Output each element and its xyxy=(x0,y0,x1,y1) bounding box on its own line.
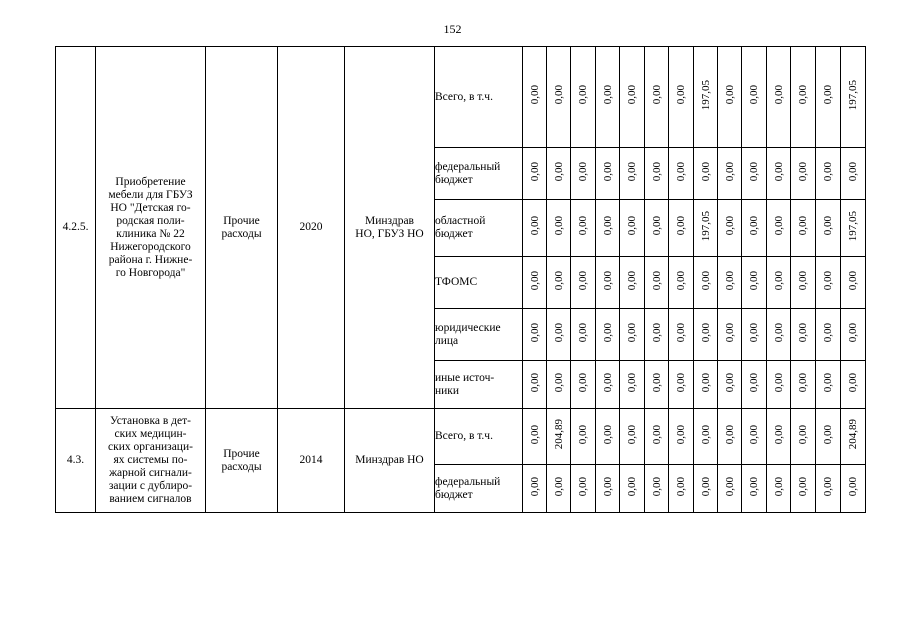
value-cell xyxy=(816,47,841,148)
value-cell xyxy=(718,465,742,513)
value-cell xyxy=(523,409,547,465)
value-text: 204,89 xyxy=(847,419,859,450)
funding-source-cell xyxy=(435,361,523,409)
value-cell xyxy=(816,200,841,257)
value-cell xyxy=(718,361,742,409)
value-text: 0,00 xyxy=(601,85,614,105)
value-cell xyxy=(742,361,767,409)
value-cell xyxy=(596,409,620,465)
value-cell xyxy=(645,409,669,465)
value-text: 0,00 xyxy=(577,424,589,445)
text-line: НО, ГБУЗ НО xyxy=(355,227,424,240)
value-cell xyxy=(694,47,718,148)
value-cell xyxy=(742,465,767,513)
text-line: юридические xyxy=(435,321,501,334)
value-cell xyxy=(816,409,841,465)
value-text: 0,00 xyxy=(748,270,760,291)
value-cell xyxy=(596,200,620,257)
value-text: 0,00 xyxy=(528,161,541,182)
value-cell xyxy=(816,257,841,309)
text-line: Приобретение xyxy=(115,175,186,188)
value-text: 0,00 xyxy=(601,476,614,497)
value-cell xyxy=(718,257,742,309)
value-cell xyxy=(547,200,571,257)
value-text: 0,00 xyxy=(577,322,589,343)
value-cell xyxy=(669,148,694,200)
value-cell xyxy=(669,257,694,309)
value-cell xyxy=(523,257,547,309)
value-text: 0,00 xyxy=(626,270,638,291)
text-line: ских организаци- xyxy=(108,441,193,453)
value-cell xyxy=(547,47,571,148)
value-text: 0,00 xyxy=(797,372,809,393)
value-cell xyxy=(816,465,841,513)
value-text: 0,00 xyxy=(772,270,785,291)
value-cell xyxy=(596,465,620,513)
value-cell xyxy=(645,257,669,309)
text-line: расходы xyxy=(221,227,262,240)
value-text: 0,00 xyxy=(822,216,834,236)
value-cell xyxy=(742,47,767,148)
value-text: 0,00 xyxy=(822,161,834,182)
value-text: 0,00 xyxy=(699,476,712,497)
value-cell xyxy=(571,257,596,309)
value-text: 0,00 xyxy=(723,322,736,343)
value-cell xyxy=(791,409,816,465)
value-cell xyxy=(791,148,816,200)
value-cell xyxy=(669,200,694,257)
text-line: расходы xyxy=(221,460,262,473)
funding-source-cell xyxy=(435,257,523,309)
value-text: 204,89 xyxy=(552,419,565,450)
value-text: 0,00 xyxy=(626,161,638,182)
value-cell xyxy=(791,465,816,513)
value-text: 0,00 xyxy=(552,270,565,291)
value-cell xyxy=(841,309,866,361)
value-cell xyxy=(816,309,841,361)
value-text: 0,00 xyxy=(675,270,687,291)
text-line: иные источ- xyxy=(435,371,495,384)
value-cell xyxy=(669,361,694,409)
value-cell xyxy=(694,309,718,361)
value-text: 0,00 xyxy=(552,372,565,393)
value-cell xyxy=(694,409,718,465)
value-cell xyxy=(694,148,718,200)
value-cell xyxy=(547,409,571,465)
value-cell xyxy=(841,200,866,257)
value-cell xyxy=(718,309,742,361)
value-cell xyxy=(767,148,791,200)
value-text: 0,00 xyxy=(552,161,565,182)
text-line: ванием сигналов xyxy=(109,493,192,505)
value-cell xyxy=(767,200,791,257)
text-line: ники xyxy=(435,384,460,397)
value-text: 0,00 xyxy=(577,476,589,497)
value-cell xyxy=(596,47,620,148)
value-text: 0,00 xyxy=(650,424,663,445)
value-text: 0,00 xyxy=(797,270,809,291)
value-text: 0,00 xyxy=(626,216,638,236)
value-cell xyxy=(841,148,866,200)
value-text: 0,00 xyxy=(528,424,541,445)
value-cell xyxy=(645,200,669,257)
value-text: 0,00 xyxy=(847,161,859,182)
funding-source-cell xyxy=(435,309,523,361)
value-text: 0,00 xyxy=(626,322,638,343)
item-name-cell xyxy=(96,47,206,409)
value-text: 0,00 xyxy=(601,424,614,445)
value-cell xyxy=(596,257,620,309)
value-text: 0,00 xyxy=(675,322,687,343)
value-text: 0,00 xyxy=(699,372,712,393)
value-text: 0,00 xyxy=(577,85,589,105)
value-cell xyxy=(571,200,596,257)
value-cell xyxy=(791,309,816,361)
value-text: 0,00 xyxy=(577,270,589,291)
value-text: 0,00 xyxy=(675,372,687,393)
value-text: 197,05 xyxy=(847,210,859,242)
value-cell xyxy=(645,148,669,200)
value-cell xyxy=(694,361,718,409)
value-text: 0,00 xyxy=(601,161,614,182)
value-text: 0,00 xyxy=(699,322,712,343)
text-line: Нижегородского xyxy=(110,240,191,253)
value-text: 0,00 xyxy=(772,216,785,236)
text-line: клиника № 22 xyxy=(116,227,185,240)
value-text: 197,05 xyxy=(847,79,859,111)
value-text: 0,00 xyxy=(626,424,638,445)
text-line: областной xyxy=(435,215,486,227)
value-cell xyxy=(841,47,866,148)
value-cell xyxy=(841,465,866,513)
value-cell xyxy=(620,47,645,148)
value-cell xyxy=(767,47,791,148)
item-name-cell xyxy=(96,409,206,513)
value-text: 0,00 xyxy=(675,216,687,236)
value-text: 0,00 xyxy=(772,476,785,497)
value-cell xyxy=(596,309,620,361)
table-row xyxy=(56,47,866,148)
value-text: 0,00 xyxy=(748,476,760,497)
value-text: 0,00 xyxy=(601,372,614,393)
value-cell xyxy=(523,148,547,200)
value-cell xyxy=(669,409,694,465)
value-text: 0,00 xyxy=(552,216,565,236)
value-text: 0,00 xyxy=(847,372,859,393)
value-text: 0,00 xyxy=(772,322,785,343)
value-cell xyxy=(742,257,767,309)
value-text: 0,00 xyxy=(797,322,809,343)
text-line: НО "Детская го- xyxy=(110,201,191,214)
value-cell xyxy=(571,47,596,148)
value-text: 0,00 xyxy=(847,270,859,291)
text-line: Минздрав xyxy=(364,214,414,227)
text-line: Минздрав НО xyxy=(355,454,424,466)
value-text: 0,00 xyxy=(650,216,663,236)
funding-source-cell xyxy=(435,465,523,513)
value-text: 0,00 xyxy=(772,85,785,105)
value-cell xyxy=(645,361,669,409)
item-code-cell: 4.2.5. xyxy=(56,47,96,409)
value-cell xyxy=(620,409,645,465)
executor-cell xyxy=(345,47,435,409)
value-text: 0,00 xyxy=(528,85,541,105)
value-text: 0,00 xyxy=(528,270,541,291)
value-cell xyxy=(694,465,718,513)
value-text: 0,00 xyxy=(601,270,614,291)
value-text: 0,00 xyxy=(601,322,614,343)
text-line: мебели для ГБУЗ xyxy=(108,188,193,201)
value-cell xyxy=(742,200,767,257)
value-cell xyxy=(767,257,791,309)
value-text: 0,00 xyxy=(797,161,809,182)
value-text: 0,00 xyxy=(822,476,834,497)
value-text: 0,00 xyxy=(723,216,736,236)
value-cell xyxy=(767,309,791,361)
value-cell xyxy=(841,257,866,309)
value-cell xyxy=(742,148,767,200)
value-cell xyxy=(620,309,645,361)
value-text: 0,00 xyxy=(723,424,736,445)
value-cell xyxy=(645,309,669,361)
text-line: федеральный xyxy=(435,475,501,488)
value-text: 0,00 xyxy=(650,161,663,182)
value-text: 0,00 xyxy=(748,161,760,182)
value-text: 0,00 xyxy=(552,85,565,105)
value-text: 0,00 xyxy=(748,216,760,236)
value-text: 0,00 xyxy=(847,322,859,343)
value-cell xyxy=(742,309,767,361)
value-text: 0,00 xyxy=(552,322,565,343)
value-text: 0,00 xyxy=(650,476,663,497)
value-text: 0,00 xyxy=(626,372,638,393)
value-cell xyxy=(718,47,742,148)
text-line: Прочие xyxy=(223,214,260,227)
value-cell xyxy=(767,409,791,465)
text-line: Всего, в т.ч. xyxy=(435,430,493,442)
text-line: Установка в дет- xyxy=(110,415,191,427)
text-line: ях системы по- xyxy=(113,454,188,466)
value-cell xyxy=(791,47,816,148)
text-line: жарной сигнали- xyxy=(109,467,192,479)
value-cell xyxy=(645,465,669,513)
value-text: 0,00 xyxy=(650,270,663,291)
value-cell xyxy=(767,465,791,513)
item-code-cell: 4.3. xyxy=(56,409,96,513)
value-text: 0,00 xyxy=(748,85,760,105)
value-text: 0,00 xyxy=(797,424,809,445)
value-cell xyxy=(791,257,816,309)
value-cell xyxy=(620,200,645,257)
value-text: 0,00 xyxy=(577,161,589,182)
value-text: 0,00 xyxy=(723,270,736,291)
value-cell xyxy=(571,465,596,513)
value-text: 0,00 xyxy=(847,476,859,497)
value-cell xyxy=(596,148,620,200)
value-cell xyxy=(841,361,866,409)
executor-cell xyxy=(345,409,435,513)
value-text: 0,00 xyxy=(748,322,760,343)
value-cell xyxy=(669,47,694,148)
value-cell xyxy=(816,148,841,200)
value-text: 0,00 xyxy=(723,161,736,182)
value-text: 0,00 xyxy=(577,216,589,236)
value-text: 0,00 xyxy=(650,322,663,343)
text-line: ТФОМС xyxy=(435,276,478,288)
text-line: го Новгорода" xyxy=(115,266,186,279)
value-text: 0,00 xyxy=(528,372,541,393)
value-text: 0,00 xyxy=(626,476,638,497)
budget-table xyxy=(55,46,866,513)
text-line: Всего, в т.ч. xyxy=(435,90,493,103)
value-cell xyxy=(742,409,767,465)
value-cell xyxy=(523,47,547,148)
value-text: 0,00 xyxy=(650,85,663,105)
value-text: 0,00 xyxy=(797,476,809,497)
value-cell xyxy=(669,465,694,513)
value-text: 0,00 xyxy=(748,372,760,393)
value-cell xyxy=(718,200,742,257)
text-line: бюджет xyxy=(435,488,473,501)
table-row xyxy=(56,409,866,465)
text-line: ских медицин- xyxy=(114,428,187,440)
value-cell xyxy=(694,257,718,309)
value-text: 0,00 xyxy=(797,85,809,105)
value-cell xyxy=(571,148,596,200)
funding-source-cell xyxy=(435,47,523,148)
value-text: 0,00 xyxy=(723,372,736,393)
value-cell xyxy=(791,361,816,409)
value-text: 0,00 xyxy=(552,476,565,497)
value-text: 0,00 xyxy=(772,161,785,182)
value-cell xyxy=(523,309,547,361)
text-line: федеральный xyxy=(435,160,501,173)
value-text: 0,00 xyxy=(723,85,736,105)
value-cell xyxy=(547,148,571,200)
value-cell xyxy=(523,200,547,257)
year-cell: 2014 xyxy=(278,409,345,513)
value-text: 0,00 xyxy=(772,424,785,445)
text-line: лица xyxy=(435,334,459,347)
value-cell xyxy=(620,257,645,309)
value-cell xyxy=(571,361,596,409)
value-cell xyxy=(523,361,547,409)
value-cell xyxy=(547,309,571,361)
text-line: бюджет xyxy=(435,228,473,240)
value-text: 0,00 xyxy=(797,216,809,236)
value-text: 0,00 xyxy=(675,476,687,497)
value-text: 0,00 xyxy=(822,322,834,343)
text-line: бюджет xyxy=(435,173,473,186)
value-cell xyxy=(620,361,645,409)
funding-source-cell xyxy=(435,409,523,465)
value-text: 0,00 xyxy=(577,372,589,393)
year-cell: 2020 xyxy=(278,47,345,409)
value-text: 0,00 xyxy=(822,372,834,393)
value-cell xyxy=(694,200,718,257)
value-cell xyxy=(523,465,547,513)
value-text: 0,00 xyxy=(601,216,614,236)
value-cell xyxy=(571,409,596,465)
value-text: 0,00 xyxy=(675,161,687,182)
value-text: 0,00 xyxy=(822,85,834,105)
value-text: 0,00 xyxy=(699,424,712,445)
value-text: 0,00 xyxy=(626,85,638,105)
value-text: 0,00 xyxy=(650,372,663,393)
value-cell xyxy=(547,361,571,409)
value-text: 197,05 xyxy=(699,79,712,111)
value-cell xyxy=(596,361,620,409)
text-line: зации с дублиро- xyxy=(108,480,193,492)
value-cell xyxy=(547,257,571,309)
value-cell xyxy=(718,148,742,200)
value-cell xyxy=(841,409,866,465)
value-text: 0,00 xyxy=(528,476,541,497)
text-line: родская поли- xyxy=(116,214,185,227)
value-text: 0,00 xyxy=(723,476,736,497)
value-text: 0,00 xyxy=(528,322,541,343)
page-number: 152 xyxy=(443,22,462,36)
value-cell xyxy=(669,309,694,361)
value-cell xyxy=(718,409,742,465)
value-cell xyxy=(547,465,571,513)
value-text: 0,00 xyxy=(748,424,760,445)
value-text: 197,05 xyxy=(699,210,712,242)
value-cell xyxy=(620,465,645,513)
value-cell xyxy=(645,47,669,148)
value-cell xyxy=(620,148,645,200)
value-text: 0,00 xyxy=(699,161,712,182)
expense-type-cell xyxy=(206,47,278,409)
value-text: 0,00 xyxy=(699,270,712,291)
value-cell xyxy=(767,361,791,409)
text-line: района г. Нижне- xyxy=(108,253,193,266)
value-cell xyxy=(816,361,841,409)
value-text: 0,00 xyxy=(675,424,687,445)
value-cell xyxy=(791,200,816,257)
value-text: 0,00 xyxy=(822,424,834,445)
value-text: 0,00 xyxy=(528,216,541,236)
expense-type-cell xyxy=(206,409,278,513)
text-line: Прочие xyxy=(223,447,260,460)
funding-source-cell xyxy=(435,200,523,257)
value-text: 0,00 xyxy=(675,85,687,105)
funding-source-cell xyxy=(435,148,523,200)
value-cell xyxy=(571,309,596,361)
value-text: 0,00 xyxy=(772,372,785,393)
value-text: 0,00 xyxy=(822,270,834,291)
